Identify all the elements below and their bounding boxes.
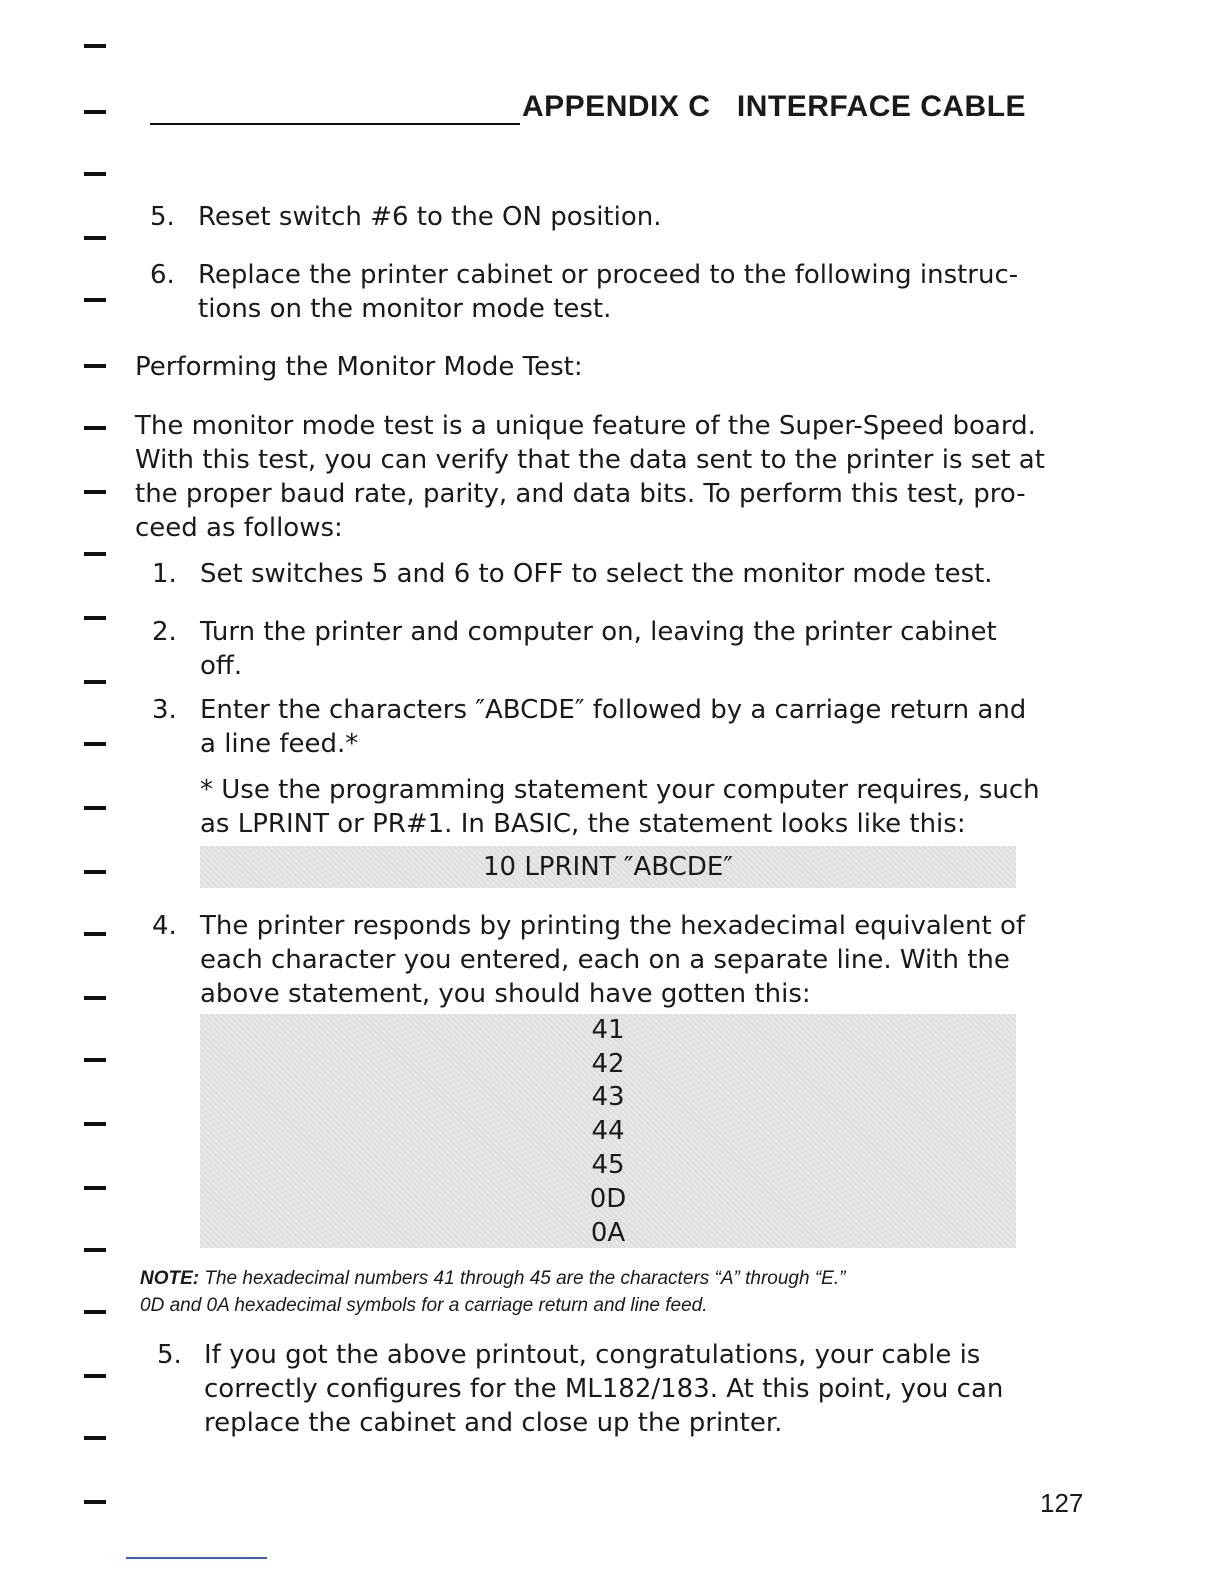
intro-line: With this test, you can verify that the data sent to the printer is set at xyxy=(135,445,1045,475)
margin-mark xyxy=(84,426,106,430)
step-text: Set switches 5 and 6 to OFF to select the monitor mode test. xyxy=(200,559,993,589)
step-text: off. xyxy=(200,651,243,681)
step-text: tions on the monitor mode test. xyxy=(198,294,612,324)
hex-value: 44 xyxy=(591,1116,625,1146)
hex-value: 0D xyxy=(589,1184,627,1214)
step-number: 4. xyxy=(152,911,177,941)
margin-mark xyxy=(84,1310,106,1314)
intro-line: the proper baud rate, parity, and data bits. To perform this test, pro- xyxy=(135,479,1026,509)
step-text: Reset switch #6 to the ON position. xyxy=(198,202,662,232)
step-text: replace the cabinet and close up the printer. xyxy=(204,1408,783,1438)
step-text: The printer responds by printing the hexadecimal equivalent of xyxy=(200,911,1026,941)
header-rule xyxy=(150,123,520,125)
margin-mark xyxy=(84,616,106,620)
margin-mark xyxy=(84,490,106,494)
hex-value: 42 xyxy=(591,1049,625,1079)
step-number: 1. xyxy=(152,559,177,589)
margin-mark xyxy=(84,806,106,810)
margin-mark xyxy=(84,996,106,1000)
step-text: If you got the above printout, congratulations, your cable is xyxy=(204,1340,981,1370)
margin-mark xyxy=(84,742,106,746)
footer-rule xyxy=(126,1557,267,1559)
step-text: Enter the characters ″ABCDE″ followed by a carriage return and xyxy=(200,695,1027,725)
code-example: 10 LPRINT ″ABCDE″ xyxy=(482,852,734,882)
step-text: each character you entered, each on a separate line. With the xyxy=(200,945,1010,975)
margin-mark xyxy=(84,1248,106,1252)
section-heading: Performing the Monitor Mode Test: xyxy=(135,352,583,382)
margin-mark xyxy=(84,680,106,684)
margin-mark xyxy=(84,1122,106,1126)
margin-mark xyxy=(84,172,106,176)
step-text: a line feed.* xyxy=(200,729,359,759)
hex-value: 0A xyxy=(590,1218,626,1248)
intro-line: The monitor mode test is a unique feature of the Super-Speed board. xyxy=(135,411,1036,441)
margin-mark xyxy=(84,1058,106,1062)
note-line: 0D and 0A hexadecimal symbols for a carriage return and line feed. xyxy=(140,1295,708,1316)
hex-value: 41 xyxy=(591,1015,625,1045)
margin-mark xyxy=(84,44,106,48)
note-text: The hexadecimal numbers 41 through 45 are the characters “A” through “E.” xyxy=(199,1268,846,1289)
hex-value: 43 xyxy=(591,1082,625,1112)
step-text: Turn the printer and computer on, leaving the printer cabinet xyxy=(200,617,997,647)
step-text: Replace the printer cabinet or proceed to the following instruc- xyxy=(198,260,1019,290)
step-number: 3. xyxy=(152,695,177,725)
margin-mark xyxy=(84,1500,106,1504)
footnote-line: as LPRINT or PR#1. In BASIC, the statement looks like this: xyxy=(200,809,966,839)
margin-mark xyxy=(84,552,106,556)
step-number: 2. xyxy=(152,617,177,647)
page-header xyxy=(150,90,1027,130)
step-number: 5. xyxy=(157,1340,182,1370)
step-text: above statement, you should have gotten this: xyxy=(200,979,811,1009)
footnote-line: * Use the programming statement your computer requires, such xyxy=(200,775,1040,805)
margin-mark xyxy=(84,236,106,240)
page-number: 127 xyxy=(1040,1488,1084,1518)
margin-mark xyxy=(84,870,106,874)
intro-line: ceed as follows: xyxy=(135,513,343,543)
margin-mark xyxy=(84,110,106,114)
step-number: 6. xyxy=(150,260,175,290)
step-number: 5. xyxy=(150,202,175,232)
hex-value: 45 xyxy=(591,1150,625,1180)
note-label: NOTE: xyxy=(140,1268,200,1289)
margin-mark xyxy=(84,364,106,368)
step-text: correctly configures for the ML182/183. At this point, you can xyxy=(204,1374,1004,1404)
margin-mark xyxy=(84,1186,106,1190)
note-line xyxy=(140,1265,845,1293)
page-title: APPENDIX C INTERFACE CABLE xyxy=(522,90,1027,123)
margin-mark xyxy=(84,1436,106,1440)
margin-mark xyxy=(84,1374,106,1378)
margin-mark xyxy=(84,932,106,936)
margin-mark xyxy=(84,298,106,302)
